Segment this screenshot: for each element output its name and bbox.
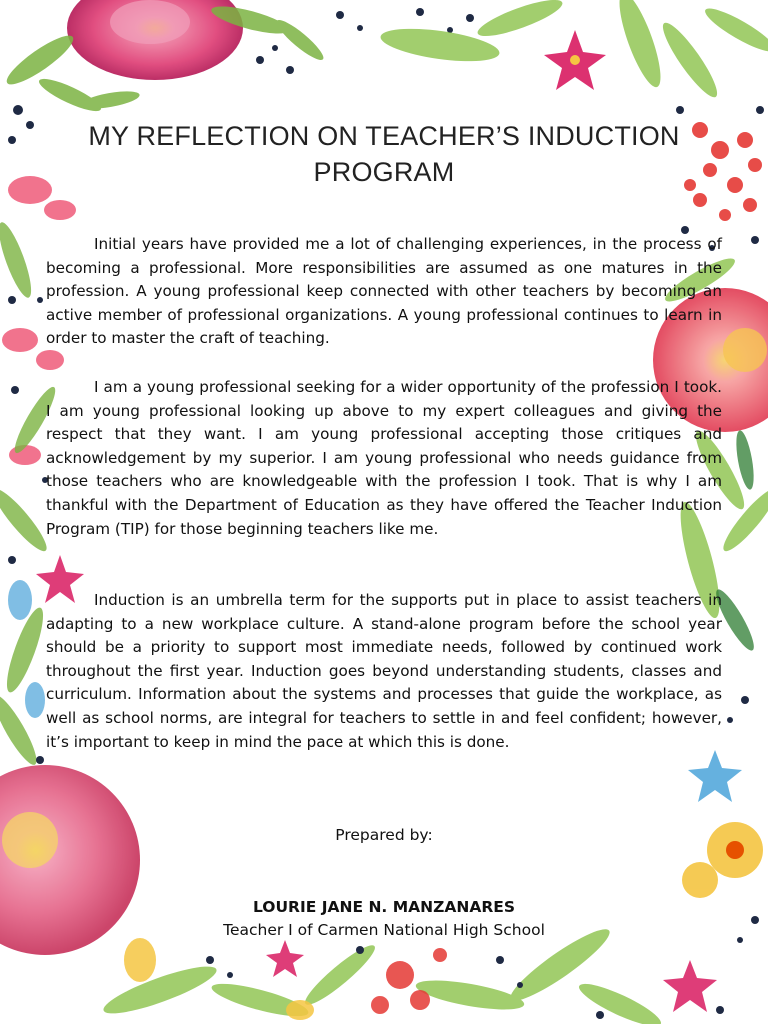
prepared-by-label: Prepared by:	[335, 826, 433, 844]
paragraph-1: Initial years have provided me a lot of challenging experiences, in the process of becoming a professional. More responsibilities are assumed as one matures in the profession. A young professional keep connected with other teachers by becoming an active member of professional organizations. A young professional continues to learn in order to master the craft of teaching.	[46, 235, 722, 348]
paragraph-2: I am a young professional seeking for a wider opportunity of the profession I took. I am young professional looking up above to my expert colleagues and giving the respect that they want. I am young professional accepting those critiques and acknowledgement by my superior. I am young professional who needs guidance from those teachers who are knowledgeable with the profession I took. That is why I am thankful with the Department of Education as they have offered the Teacher Induction Program (TIP) for those beginning teachers like me.	[46, 378, 722, 538]
page-title: MY REFLECTION ON TEACHER’S INDUCTION PROGRAM	[88, 121, 680, 187]
author-name: LOURIE JANE N. MANZANARES	[252, 898, 516, 916]
author-role: Teacher I of Carmen National High School	[223, 921, 545, 939]
paragraph-3: Induction is an umbrella term for the supports put in place to assist teachers in adapting to a new workplace culture. A stand-alone program before the school year should be a priority to support most immediate needs, followed by continued work throughout the first year. Induction goes beyond understanding students, classes and curriculum. Information about the systems and processes that guide the workplace, as well as school norms, are integral for teachers to settle in and feel confident; however, it’s important to keep in mind the pace at which this is done.	[46, 591, 722, 751]
